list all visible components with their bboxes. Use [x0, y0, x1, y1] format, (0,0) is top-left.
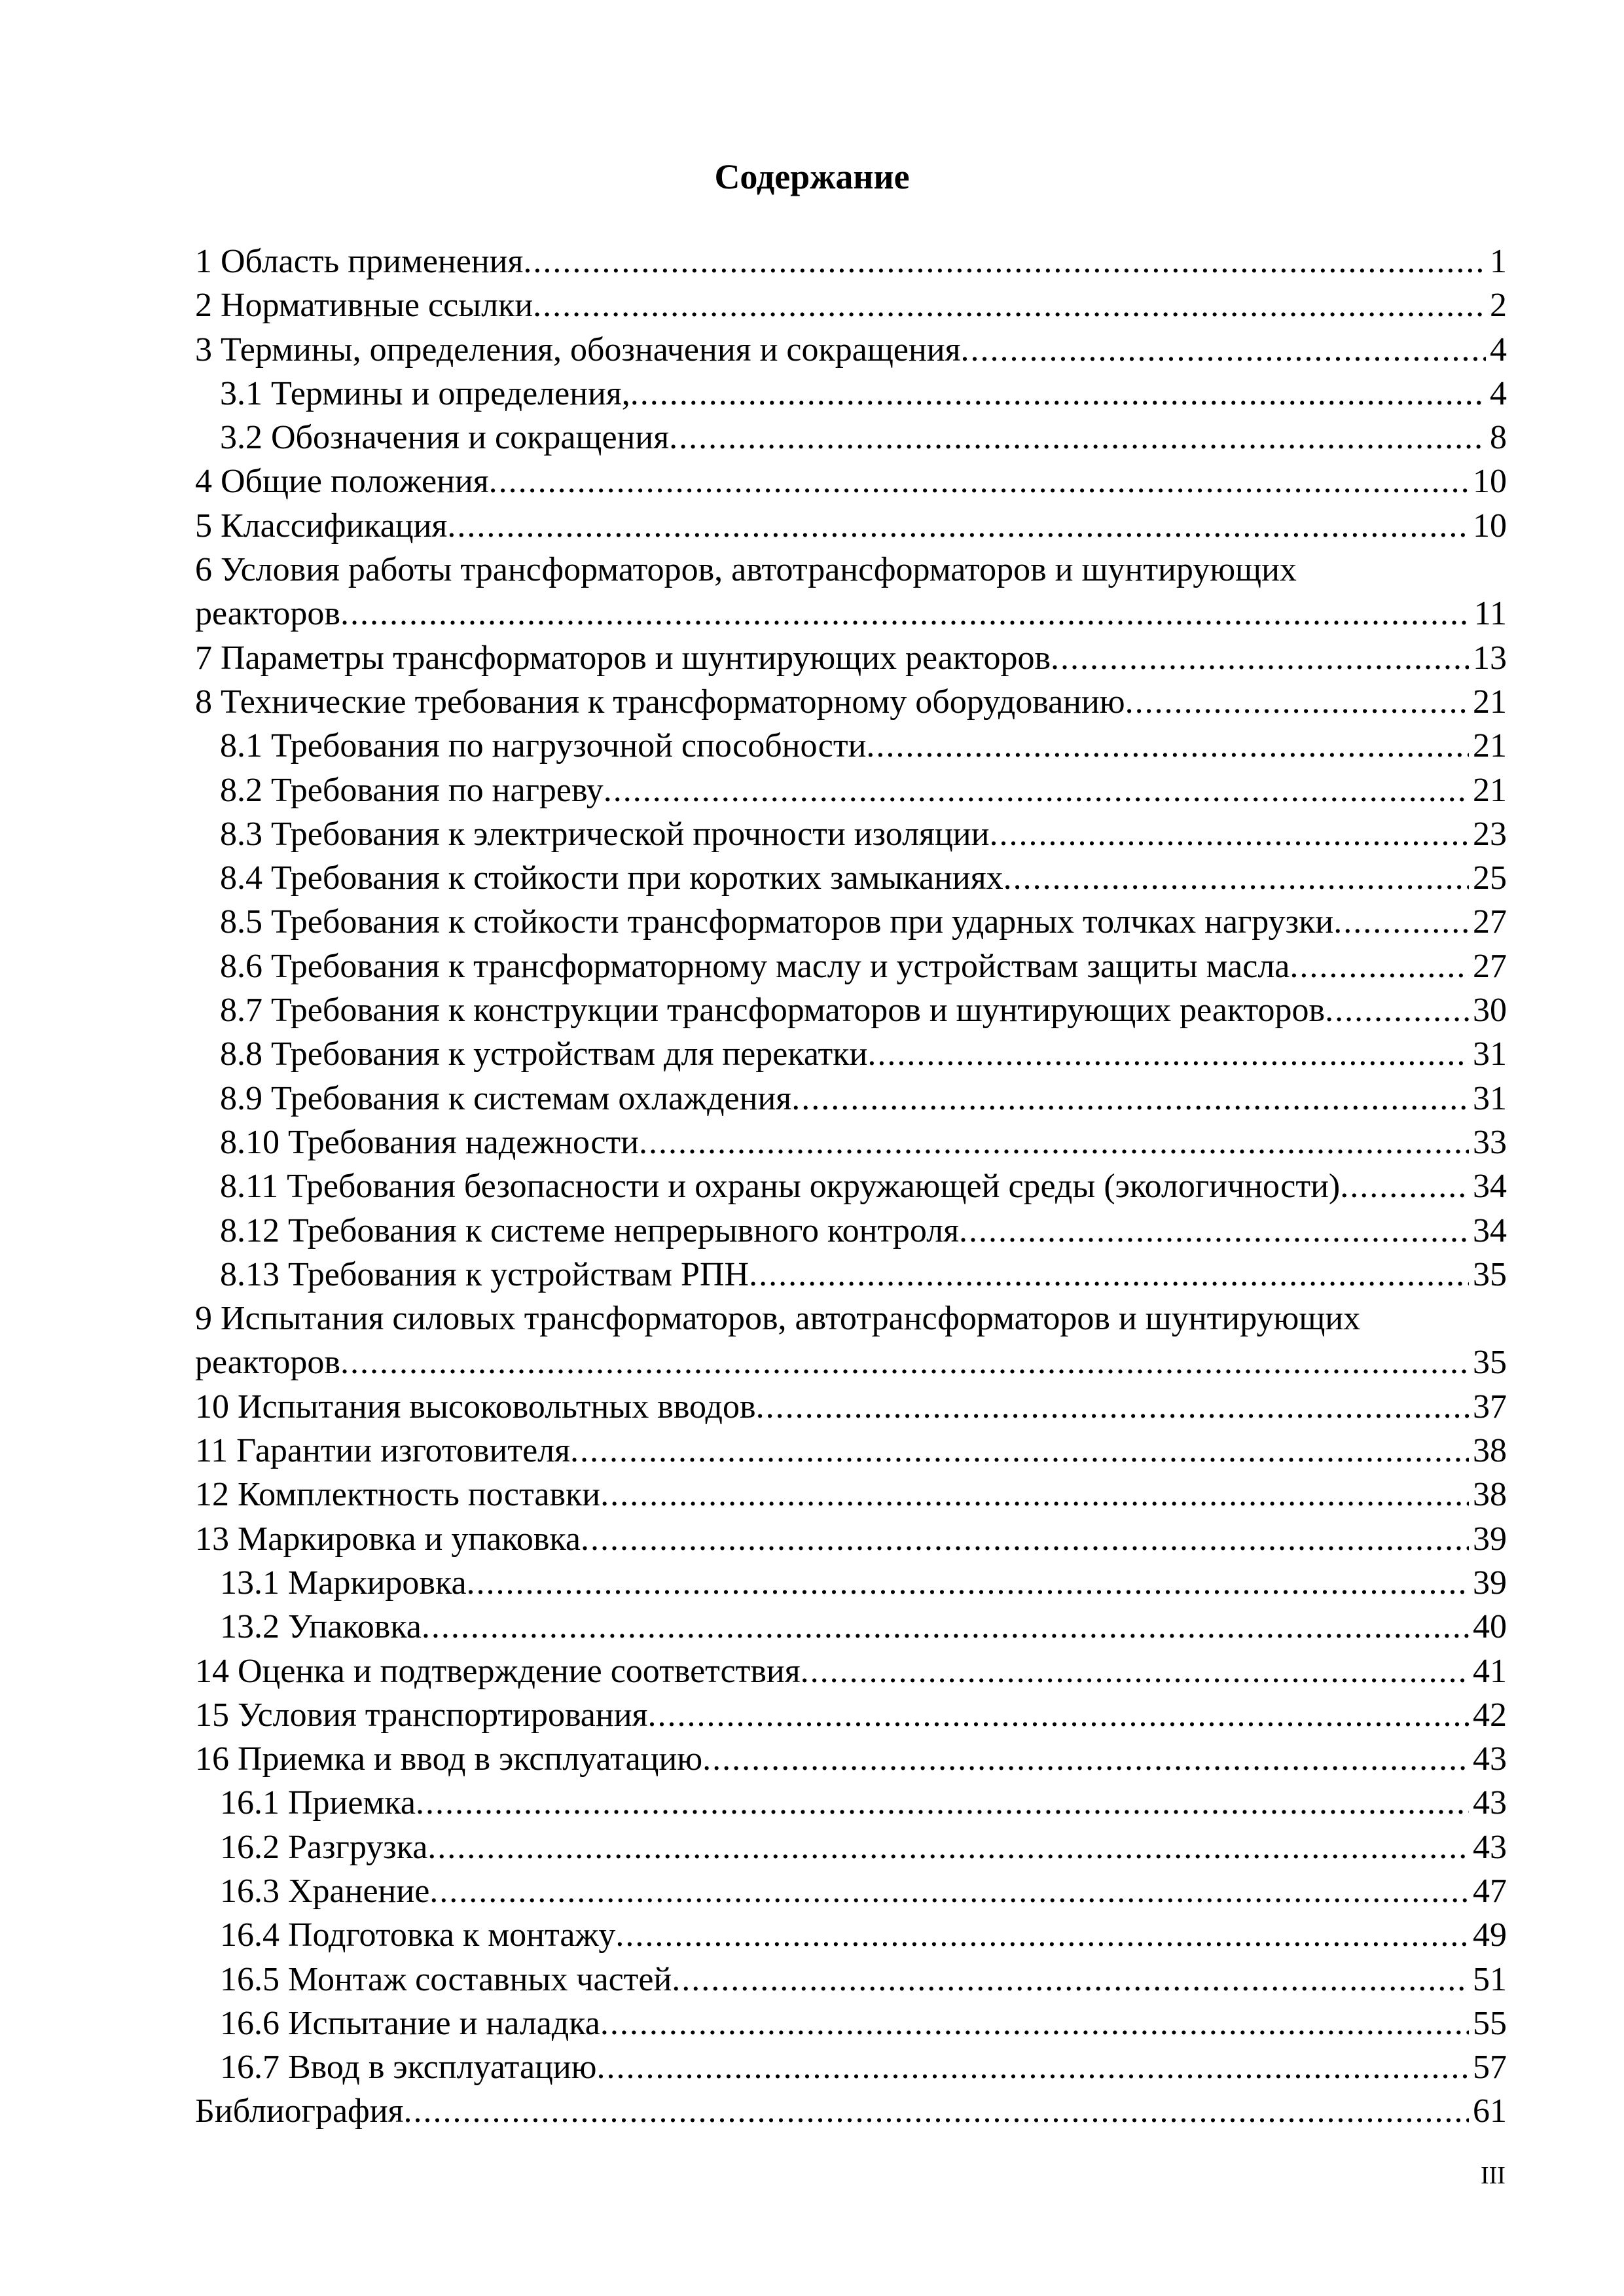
toc-entry-page: 34 [1473, 1211, 1507, 1249]
dot-leader [533, 283, 1486, 327]
toc-entry-page: 10 [1473, 507, 1507, 545]
toc-entry-title: 16.4 Подготовка к монтажу [220, 1916, 616, 1954]
dot-leader [340, 1340, 1469, 1384]
toc-entry-title: 8.2 Требования по нагреву [220, 771, 604, 809]
toc-entry-title-line: 9 Испытания силовых трансформаторов, автотрансформаторов и шунтирующих [195, 1300, 1361, 1338]
dot-leader [1125, 680, 1469, 724]
toc-entry-page: 23 [1473, 815, 1507, 853]
toc-entry[interactable] [195, 1517, 1507, 1561]
toc-entry[interactable] [195, 1340, 1507, 1384]
dot-leader [961, 328, 1486, 372]
dot-leader [749, 1253, 1469, 1297]
dot-leader [959, 1209, 1469, 1253]
toc-entry-title: 8.10 Требования надежности [220, 1123, 639, 1161]
toc-entry[interactable] [195, 1825, 1507, 1869]
toc-entry[interactable] [195, 504, 1507, 548]
toc-entry-page: 40 [1473, 1608, 1507, 1646]
toc-entry[interactable] [195, 988, 1507, 1032]
toc-entry[interactable] [195, 240, 1507, 283]
toc-entry-title: 16.1 Приемка [220, 1784, 416, 1822]
toc-entry-page: 21 [1473, 771, 1507, 809]
dot-leader [866, 724, 1469, 768]
toc-entry-page: 49 [1473, 1916, 1507, 1954]
toc-entry-page: 10 [1473, 463, 1507, 501]
toc-entry-title: 13.2 Упаковка [220, 1608, 422, 1646]
page-title: Содержание [714, 157, 910, 196]
toc-entry-page: 43 [1473, 1784, 1507, 1822]
toc-entry-page: 31 [1473, 1035, 1507, 1073]
toc-entry[interactable] [195, 2089, 1507, 2133]
toc-entry-title: 2 Нормативные ссылки [195, 287, 533, 325]
toc-entry-page: 33 [1473, 1123, 1507, 1161]
toc-entry[interactable] [195, 1869, 1507, 1913]
toc-entry-page: 38 [1473, 1476, 1507, 1514]
dot-leader [791, 1077, 1469, 1121]
toc-entry-title: 12 Комплектность поставки [195, 1476, 601, 1514]
toc-entry[interactable] [195, 856, 1507, 900]
toc-entry-title: Библиография [195, 2092, 404, 2130]
toc-entry-page: 35 [1473, 1255, 1507, 1293]
dot-leader [570, 1429, 1469, 1473]
toc-entry-title: 8.1 Требования по нагрузочной способности [220, 727, 867, 765]
dot-leader [597, 2045, 1469, 2089]
dot-leader [600, 2001, 1469, 2045]
dot-leader [600, 1473, 1469, 1516]
toc-entry[interactable] [195, 1605, 1507, 1649]
toc-entry-page: 39 [1473, 1520, 1507, 1558]
dot-leader [867, 1032, 1469, 1076]
dot-leader [427, 1825, 1469, 1869]
dot-leader [669, 416, 1486, 459]
toc-entry-title: 1 Область применения [195, 243, 524, 280]
toc-entry[interactable] [195, 372, 1507, 416]
toc-entry-title-line: 6 Условия работы трансформаторов, автотрансформаторов и шунтирующих [195, 551, 1297, 589]
toc-entry-page: 13 [1473, 639, 1507, 677]
toc-entry-page: 2 [1490, 287, 1507, 325]
toc-entry-title: 3.2 Обозначения и сокращения [220, 419, 670, 457]
toc-entry-title: 8.13 Требования к устройствам РПН [220, 1255, 749, 1293]
toc-entry[interactable] [195, 1649, 1507, 1693]
toc-entry-title: 16 Приемка и ввод в эксплуатацию [195, 1740, 703, 1778]
dot-leader [447, 504, 1469, 548]
toc-entry[interactable] [195, 636, 1507, 680]
toc-entry[interactable] [195, 1473, 1507, 1516]
toc-entry-title: 13.1 Маркировка [220, 1564, 467, 1602]
toc-entry-page: 21 [1473, 727, 1507, 765]
toc-entry[interactable] [195, 944, 1507, 988]
toc-entry[interactable] [195, 2001, 1507, 2045]
toc-entry-title: реакторов [195, 595, 340, 633]
toc-entry-page: 8 [1490, 419, 1507, 457]
toc-entry[interactable] [195, 1209, 1507, 1253]
toc-entry[interactable] [195, 283, 1507, 327]
toc-entry-title: 14 Оценка и подтверждение соответствия [195, 1652, 801, 1690]
toc-entry-page: 4 [1490, 331, 1507, 368]
toc-entry-title: 8.11 Требования безопасности и охраны окружающей среды (экологичности) [220, 1168, 1341, 1206]
toc-entry[interactable] [195, 1561, 1507, 1605]
toc-entry[interactable] [195, 900, 1507, 944]
toc-entry[interactable] [195, 724, 1507, 768]
toc-entry-title: 8.7 Требования к конструкции трансформаторов и шунтирующих реакторов [220, 992, 1326, 1030]
dot-leader [756, 1385, 1469, 1429]
dot-leader [416, 1781, 1469, 1825]
toc-entry[interactable] [195, 1253, 1507, 1297]
toc-entry[interactable] [195, 1121, 1507, 1164]
toc-entry-title: 8 Технические требования к трансформаторному оборудованию [195, 683, 1125, 721]
toc-entry-page: 61 [1473, 2092, 1507, 2130]
toc-entry[interactable] [195, 680, 1507, 724]
toc-entry-page: 1 [1490, 243, 1507, 280]
dot-leader [630, 372, 1486, 416]
toc-entry-page: 11 [1473, 595, 1507, 633]
toc-entry-title: 8.12 Требования к системе непрерывного контроля [220, 1211, 960, 1249]
toc-entry-title: 8.5 Требования к стойкости трансформаторов при ударных толчках нагрузки [220, 903, 1334, 941]
dot-leader [489, 459, 1469, 503]
dot-leader [1333, 900, 1469, 944]
toc-entry-title: 8.4 Требования к стойкости при коротких замыканиях [220, 859, 1003, 897]
toc-entry-page: 43 [1473, 1828, 1507, 1866]
toc-entry-page: 37 [1473, 1388, 1507, 1426]
toc-entry[interactable] [195, 1164, 1507, 1208]
toc-entry-title: 8.9 Требования к системам охлаждения [220, 1079, 792, 1117]
toc-entry-page: 31 [1473, 1079, 1507, 1117]
toc-entry-page: 27 [1473, 947, 1507, 985]
dot-leader [340, 592, 1470, 636]
toc-entry-page: 25 [1473, 859, 1507, 897]
toc-entry[interactable] [195, 1693, 1507, 1737]
toc-entry-page: 34 [1473, 1168, 1507, 1206]
toc-entry[interactable] [195, 416, 1507, 459]
toc-entry-title: 10 Испытания высоковольтных вводов [195, 1388, 756, 1426]
dot-leader [639, 1121, 1469, 1164]
toc-entry-title: 16.6 Испытание и наладка [220, 2004, 600, 2042]
dot-leader [604, 768, 1469, 812]
table-of-contents [195, 240, 1507, 2134]
toc-entry-page: 42 [1473, 1696, 1507, 1734]
toc-entry-page: 27 [1473, 903, 1507, 941]
dot-leader [1340, 1164, 1469, 1208]
dot-leader [702, 1737, 1469, 1781]
toc-entry-title: 8.3 Требования к электрической прочности изоляции [220, 815, 990, 853]
toc-entry-page: 55 [1473, 2004, 1507, 2042]
toc-entry-title: 3.1 Термины и определения, [220, 374, 630, 412]
toc-entry-title: 8.6 Требования к трансформаторному маслу и устройствам защиты масла [220, 947, 1290, 985]
toc-entry[interactable] [195, 1077, 1507, 1121]
toc-entry-title: 16.3 Хранение [220, 1872, 430, 1910]
dot-leader [467, 1561, 1469, 1605]
toc-entry[interactable] [195, 1032, 1507, 1076]
dot-leader [989, 812, 1469, 856]
toc-entry[interactable] [195, 812, 1507, 856]
toc-entry-title: 7 Параметры трансформаторов и шунтирующих реакторов [195, 639, 1051, 677]
dot-leader [429, 1869, 1469, 1913]
dot-leader [615, 1913, 1469, 1957]
toc-entry[interactable] [195, 1958, 1507, 2001]
toc-entry-page: 51 [1473, 1960, 1507, 1998]
toc-entry[interactable] [195, 768, 1507, 812]
toc-entry[interactable] [195, 1429, 1507, 1473]
dot-leader [523, 240, 1486, 283]
page-number: III [1481, 2162, 1506, 2189]
toc-entry-page: 57 [1473, 2049, 1507, 2087]
dot-leader [403, 2089, 1469, 2133]
toc-entry-title: 5 Классификация [195, 507, 448, 545]
toc-entry-page: 38 [1473, 1432, 1507, 1470]
toc-entry-page: 35 [1473, 1344, 1507, 1382]
dot-leader [1051, 636, 1469, 680]
toc-entry[interactable] [195, 592, 1507, 636]
toc-entry[interactable] [195, 1781, 1507, 1825]
toc-entry-title: 13 Маркировка и упаковка [195, 1520, 581, 1558]
toc-entry-page: 4 [1490, 374, 1507, 412]
toc-entry-title: 4 Общие положения [195, 463, 489, 501]
toc-entry-title: 16.5 Монтаж составных частей [220, 1960, 672, 1998]
toc-entry-page: 47 [1473, 1872, 1507, 1910]
toc-entry-title: 8.8 Требования к устройствам для перекатки [220, 1035, 868, 1073]
toc-entry-title: 11 Гарантии изготовителя [195, 1432, 571, 1470]
toc-entry[interactable] [195, 1913, 1507, 1957]
toc-entry-page: 39 [1473, 1564, 1507, 1602]
toc-entry-page: 30 [1473, 992, 1507, 1030]
toc-entry-title: 16.7 Ввод в эксплуатацию [220, 2049, 597, 2087]
dot-leader [801, 1649, 1469, 1693]
dot-leader [672, 1958, 1469, 2001]
toc-entry[interactable] [195, 459, 1507, 503]
dot-leader [1003, 856, 1469, 900]
toc-entry[interactable] [195, 328, 1507, 372]
toc-entry[interactable] [195, 2045, 1507, 2089]
toc-entry-page: 43 [1473, 1740, 1507, 1778]
dot-leader [1325, 988, 1469, 1032]
toc-entry-title: 3 Термины, определения, обозначения и сокращения [195, 331, 961, 368]
toc-entry-page: 41 [1473, 1652, 1507, 1690]
toc-entry-page: 21 [1473, 683, 1507, 721]
dot-leader [422, 1605, 1469, 1649]
dot-leader [581, 1517, 1469, 1561]
toc-entry-title: реакторов [195, 1344, 340, 1382]
toc-entry[interactable] [195, 1385, 1507, 1429]
dot-leader [647, 1693, 1469, 1737]
toc-entry[interactable] [195, 1737, 1507, 1781]
toc-entry-title: 16.2 Разгрузка [220, 1828, 428, 1866]
dot-leader [1290, 944, 1469, 988]
toc-entry-title: 15 Условия транспортирования [195, 1696, 648, 1734]
